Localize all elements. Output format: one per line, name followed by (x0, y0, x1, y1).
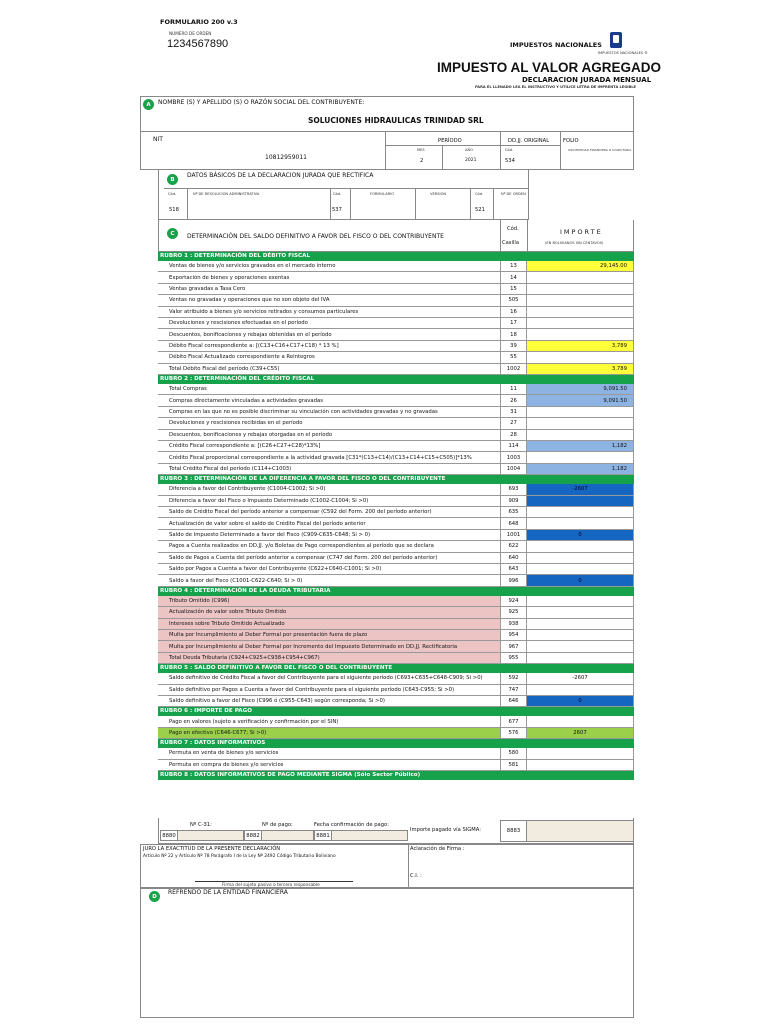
row-label: Pago en valores (sujeto a verificación y confirmación por el SIN) (169, 718, 339, 725)
row-code: 14 (500, 272, 527, 282)
row-label: Saldo de Impuesto Determinado a favor del Fisco (C909-C635-C648; Si > 0) (169, 531, 371, 538)
row-label: Actualización de valor sobre el saldo de Crédito Fiscal del período anterior (169, 520, 366, 527)
row-label: Actualización de valor sobre Tributo Omitido (169, 609, 287, 616)
row-label: Ventas no gravadas y operaciones que no son objeto del IVA (169, 297, 330, 304)
row-label: Devoluciones y rescisiones recibidas en el período (169, 420, 303, 427)
row-code: 592 (500, 673, 527, 683)
rect-cod2-value: 537 (332, 207, 342, 213)
rubro-row (158, 496, 634, 507)
row-amount-field[interactable] (527, 452, 634, 462)
cod-column-label: Cód. (507, 226, 519, 232)
row-amount-field[interactable] (527, 318, 634, 328)
folio-label: FOLIO (563, 138, 579, 144)
rubro-row (158, 760, 634, 771)
row-label: Total Compras (169, 386, 207, 393)
rect-version-label: VERSIÓN (430, 192, 447, 196)
month-label: MES (417, 148, 425, 152)
row-amount-field[interactable] (527, 653, 634, 663)
rubro-row (158, 452, 634, 463)
rubro-header: RUBRO 6 : IMPORTE DE PAGO (158, 707, 634, 716)
row-label: Ventas de bienes y/o servicios gravados en el mercado interno (169, 263, 336, 270)
sigma-fecha-label: Fecha confirmación de pago: (314, 822, 389, 828)
section-c-badge: C (167, 228, 178, 239)
row-label: Permuta en venta de bienes y/o servicios (169, 750, 279, 757)
rubro-row (158, 653, 634, 664)
row-code: 27 (500, 418, 527, 428)
sigma-fecha-code: 8881 (314, 830, 332, 841)
sigma-importe-label: Importe pagado vía SIGMA: (410, 827, 481, 833)
row-amount-field[interactable]: 3,789 (527, 364, 634, 374)
rubro-row (158, 716, 634, 727)
row-amount-field[interactable] (527, 541, 634, 551)
form-title: IMPUESTO AL VALOR AGREGADO (437, 60, 662, 75)
period-label: PERÍODO (438, 138, 462, 144)
agency-logo-icon (610, 32, 622, 48)
rubro-row (158, 284, 634, 295)
row-label: Saldo de Pagos a Cuenta del período anterior a compensar (C747 del Form. 200 del período anterior) (169, 554, 438, 561)
bank-endorsement-box (140, 888, 634, 1018)
row-code: 31 (500, 407, 527, 417)
section-a-badge: A (143, 99, 154, 110)
row-code: 26 (500, 395, 527, 405)
row-code: 925 (500, 607, 527, 617)
row-label: Saldo definitivo a favor del Fisco (C996 ó (C955-C643) según corresponda; Si >0) (169, 698, 385, 705)
row-amount-field[interactable] (527, 352, 634, 362)
row-label: Saldo definitivo de Crédito Fiscal a favor del Contribuyente para el siguiente período (C693+C635+C648-C909; Si >0) (169, 675, 483, 682)
row-code: 954 (500, 630, 527, 640)
row-label: Ventas gravadas a Tasa Cero (169, 285, 246, 292)
row-label: Compras en las que no es posible discriminar su vinculación con actividades gravadas y no gravadas (169, 408, 438, 415)
rubro-row (158, 575, 634, 586)
rubro-row (158, 696, 634, 707)
row-amount-field[interactable]: 9,091.50 (527, 384, 634, 394)
row-amount-field[interactable] (527, 553, 634, 563)
row-amount-field[interactable]: 1,182 (527, 464, 634, 474)
row-amount-field[interactable]: -2607 (527, 673, 634, 683)
row-label: Multa por Incumplimiento al Deber Formal por Incremento del Impuesto Determinado en DD.JJ. Rectificatoria (169, 643, 458, 650)
agency-name: IMPUESTOS NACIONALES (510, 41, 602, 49)
row-amount-field[interactable] (527, 507, 634, 517)
rubro-row (158, 530, 634, 541)
rect-form-label: FORMULARIO (370, 192, 395, 196)
rubro-row (158, 607, 634, 618)
row-code: 646 (500, 696, 527, 706)
row-amount-field[interactable] (527, 329, 634, 339)
row-amount-field[interactable] (527, 518, 634, 528)
signature-caption: Firma del sujeto pasivo o tercero responsable (222, 883, 320, 888)
rubro-row (158, 641, 634, 652)
row-amount-field[interactable] (527, 284, 634, 294)
sigma-pago-label: Nº de pago: (262, 822, 293, 828)
rubro-row (158, 748, 634, 759)
row-label: Saldo definitivo por Pagos a Cuenta a favor del Contribuyente para el siguiente período (C643-C955; Si >0) (169, 686, 455, 693)
ddjj-cod-value: 534 (505, 158, 515, 164)
rubro-header: RUBRO 4 : DETERMINACIÓN DE LA DEUDA TRIBUTARIA (158, 587, 634, 596)
taxpayer-name-label: NOMBRE (S) Y APELLIDO (S) O RAZÓN SOCIAL DEL CONTRIBUYENTE: (158, 99, 365, 106)
row-label: Saldo por Pagos a Cuenta a favor del Contribuyente (C622+C640-C1001; Si >0) (169, 566, 382, 573)
row-label: Pago en efectivo (C646-C677; Si >0) (169, 729, 267, 736)
row-amount-field[interactable] (527, 607, 634, 617)
importe-column-label: IMPORTE (560, 228, 603, 236)
row-label: Multa por Incumplimiento al Deber Formal por presentación fuera de plazo (169, 632, 368, 639)
row-label: Exportación de bienes y operaciones exentas (169, 274, 290, 281)
row-code: 640 (500, 553, 527, 563)
row-amount-field[interactable] (527, 418, 634, 428)
row-amount-field[interactable] (527, 685, 634, 695)
row-amount-field[interactable] (527, 496, 634, 506)
rubro-row (158, 329, 634, 340)
rect-cod3-value: 521 (475, 207, 485, 213)
row-amount-field[interactable]: 0 (527, 530, 634, 540)
row-code: 15 (500, 284, 527, 294)
sigma-c31-label: Nº C-31: (190, 822, 212, 828)
row-code: 580 (500, 748, 527, 758)
sigma-importe-input[interactable] (527, 820, 634, 842)
year-value[interactable]: 2021 (465, 158, 477, 163)
row-amount-field[interactable]: 2607 (527, 728, 634, 738)
rubro-header: RUBRO 7 : DATOS INFORMATIVOS (158, 739, 634, 748)
rubro-row (158, 430, 634, 441)
row-label: Permuta en compra de bienes y/o servicios (169, 761, 284, 768)
rubro-row (158, 261, 634, 272)
rect-resolution-label: Nº DE RESOLUCIÓN ADMINISTRATIVA (193, 192, 260, 196)
row-code: 909 (500, 496, 527, 506)
rubro-row (158, 295, 634, 306)
rubro-row (158, 728, 634, 739)
rubro-row (158, 630, 634, 641)
rubro-row (158, 441, 634, 452)
row-code: 1003 (500, 452, 527, 462)
row-amount-field[interactable]: 0 (527, 575, 634, 585)
row-label: Devoluciones y rescisiones efectuadas en el período (169, 320, 308, 327)
row-code: 967 (500, 641, 527, 651)
row-label: Total Deuda Tributaria (C924+C925+C938+C954+C967) (169, 654, 320, 661)
rubro-row (158, 307, 634, 318)
year-label: AÑO (465, 148, 473, 152)
row-code: 114 (500, 441, 527, 451)
row-label: Débito Fiscal correspondiente a: [(C13+C16+C17+C18) * 13 %] (169, 342, 339, 349)
row-code: 28 (500, 430, 527, 440)
row-code: 677 (500, 716, 527, 726)
row-amount-field[interactable] (527, 430, 634, 440)
rubro-header: RUBRO 1 : DETERMINACIÓN DEL DÉBITO FISCAL (158, 252, 634, 261)
rect-cod3-label: Cód. (475, 192, 484, 196)
order-number: 1234567890 (167, 38, 229, 50)
row-label: Compras directamente vinculadas a actividades gravadas (169, 397, 323, 404)
row-code: 747 (500, 685, 527, 695)
rubro-row (158, 596, 634, 607)
agency-sub-label: IMPUESTOS NACIONALES ® (598, 51, 648, 55)
row-code: 938 (500, 619, 527, 629)
sigma-fecha-input[interactable] (332, 830, 408, 841)
signature-clarification-label: Aclaración de Firma : (410, 846, 465, 852)
casilla-column-label: Casilla (502, 240, 520, 246)
row-code: 1002 (500, 364, 527, 374)
rubro-row (158, 619, 634, 630)
form-subtitle: DECLARACION JURADA MENSUAL (522, 76, 652, 84)
row-code: 924 (500, 596, 527, 606)
row-amount-field[interactable] (527, 716, 634, 726)
row-code: 39 (500, 341, 527, 351)
importe-column-sub: (EN BOLIVIANOS SIN CENTAVOS) (545, 241, 604, 245)
row-code: 576 (500, 728, 527, 738)
row-code: 16 (500, 307, 527, 317)
row-label: Débito Fiscal Actualizado correspondiente a Reintegros (169, 354, 315, 361)
month-value[interactable]: 2 (420, 158, 424, 164)
rubro-header: RUBRO 2 : DETERMINACIÓN DEL CRÉDITO FISCAL (158, 375, 634, 384)
row-code: 55 (500, 352, 527, 362)
rubro-header: RUBRO 3 : DETERMINACIÓN DE LA DIFERENCIA A FAVOR DEL FISCO O DEL CONTRIBUYENTE (158, 475, 634, 484)
rubro-row (158, 685, 634, 696)
row-amount-field[interactable]: 29,145.00 (527, 261, 634, 271)
rubro-row (158, 341, 634, 352)
rubro-row (158, 484, 634, 495)
row-amount-field[interactable] (527, 272, 634, 282)
section-b-badge: B (167, 174, 178, 185)
row-amount-field[interactable]: 0 (527, 696, 634, 706)
rubro-row (158, 564, 634, 575)
row-label: Descuentos, bonificaciones y rebajas otorgadas en el período (169, 431, 333, 438)
rubro-row (158, 464, 634, 475)
row-amount-field[interactable] (527, 564, 634, 574)
row-code: 643 (500, 564, 527, 574)
nit-value[interactable]: 10812959011 (265, 154, 307, 161)
rubro-row (158, 272, 634, 283)
rect-cod1-value: 518 (169, 207, 179, 213)
rubro-row (158, 407, 634, 418)
row-amount-field[interactable] (527, 748, 634, 758)
ddjj-cod-label: Cód. (505, 148, 514, 152)
row-code: 996 (500, 575, 527, 585)
row-label: Diferencia a favor del Fisco o Impuesto Determinado (C1002-C1004; Si >0) (169, 497, 369, 504)
section-d-badge: D (149, 891, 160, 902)
folio-note: USO ENTIDAD FINANCIERA O COLECTURIA (568, 148, 632, 152)
sigma-pago-code: 8882 (244, 830, 262, 841)
bank-endorsement-label: REFRENDO DE LA ENTIDAD FINANCIERA (168, 889, 288, 896)
row-amount-field[interactable] (527, 596, 634, 606)
rubro-row (158, 364, 634, 375)
sigma-importe-code: 8883 (500, 820, 527, 842)
section-b-title: DATOS BÁSICOS DE LA DECLARACION JURADA QUE RECTIFICA (187, 172, 374, 179)
rect-cod1-label: Cód. (168, 192, 177, 196)
row-code: 693 (500, 484, 527, 494)
row-amount-field[interactable]: 3,789 (527, 341, 634, 351)
nit-label: NIT (153, 136, 163, 143)
row-amount-field[interactable]: 9,091.50 (527, 395, 634, 405)
row-label: Crédito Fiscal correspondiente a: [(C26+C27+C28)*13%] (169, 443, 321, 450)
ddjj-original-label: DD.JJ. ORIGINAL (508, 138, 550, 144)
rubro-row (158, 541, 634, 552)
oath-text: JURO LA EXACTITUD DE LA PRESENTE DECLARACIÓN (143, 846, 281, 852)
row-code: 1001 (500, 530, 527, 540)
row-code: 17 (500, 318, 527, 328)
instructions-note: PARA EL LLENADO LEA EL INSTRUCTIVO Y UTILICE LETRA DE IMPRENTA LEGIBLE (475, 85, 636, 89)
rect-order-label: Nº DE ORDEN (501, 192, 526, 196)
row-amount-field[interactable] (527, 407, 634, 417)
row-code: 505 (500, 295, 527, 305)
taxpayer-name[interactable]: SOLUCIONES HIDRAULICAS TRINIDAD SRL (308, 116, 484, 125)
row-label: Valor atribuido a bienes y/o servicios retirados y consumos particulares (169, 308, 359, 315)
rubro-header: RUBRO 8 : DATOS INFORMATIVOS DE PAGO MEDIANTE SIGMA (Sólo Sector Público) (158, 771, 634, 780)
row-amount-field[interactable]: -2607 (527, 484, 634, 494)
row-code: 955 (500, 653, 527, 663)
row-label: Total Crédito Fiscal del período (C114+C1003) (169, 465, 292, 472)
order-number-label: NUMERO DE ORDEN (169, 31, 212, 36)
row-amount-field[interactable] (527, 760, 634, 770)
legal-text: Artículo Nº 22 y Artículo Nº 78 Parágrafo I de la Ley Nº 2492 Código Tributario Boliviano (143, 854, 336, 859)
sigma-c31-input[interactable] (178, 830, 244, 841)
row-label: Total Débito Fiscal del período (C39+C55) (169, 365, 280, 372)
rubro-row (158, 418, 634, 429)
row-amount-field[interactable]: 1,182 (527, 441, 634, 451)
row-label: Diferencia a favor del Contribuyente (C1004-C1002; Si >0) (169, 486, 326, 493)
row-label: Crédito Fiscal proporcional correspondiente a la actividad gravada [C31*(C13+C14)/(C13+C14+C15+C505)]*13% (169, 454, 472, 461)
rubro-row (158, 518, 634, 529)
ci-label: C.I. : (410, 873, 422, 879)
rubro-row (158, 673, 634, 684)
section-c-title: DETERMINACIÓN DEL SALDO DEFINITIVO A FAVOR DEL FISCO O DEL CONTRIBUYENTE (187, 233, 444, 240)
row-label: Intereses sobre Tributo Omitido Actualizado (169, 620, 285, 627)
rect-cod2-label: Cód. (333, 192, 342, 196)
row-code: 622 (500, 541, 527, 551)
rubro-header: RUBRO 5 : SALDO DEFINITIVO A FAVOR DEL FISCO O DEL CONTRIBUYENTE (158, 664, 634, 673)
rubro-row (158, 384, 634, 395)
row-label: Tributo Omitido (C996) (169, 597, 230, 604)
row-amount-field[interactable] (527, 307, 634, 317)
row-code: 581 (500, 760, 527, 770)
rubro-row (158, 553, 634, 564)
row-code: 1004 (500, 464, 527, 474)
rubro-row (158, 507, 634, 518)
row-code: 18 (500, 329, 527, 339)
row-label: Pagos a Cuenta realizados en DD.JJ. y/o Boletas de Pago correspondientes al período que se declara (169, 543, 434, 550)
row-code: 11 (500, 384, 527, 394)
row-label: Saldo de Crédito Fiscal del período anterior a compensar (C592 del Form. 200 del período anterior) (169, 509, 432, 516)
rubro-row (158, 318, 634, 329)
form-label: FORMULARIO 200 v.3 (160, 18, 238, 26)
row-amount-field[interactable] (527, 641, 634, 651)
sigma-pago-input[interactable] (262, 830, 314, 841)
rubro-row (158, 395, 634, 406)
row-code: 13 (500, 261, 527, 271)
sigma-c31-code: 8880 (160, 830, 178, 841)
row-label: Saldo a favor del Fisco (C1001-C622-C640; Si > 0) (169, 577, 303, 584)
row-amount-field[interactable] (527, 619, 634, 629)
row-label: Descuentos, bonificaciones y rebajas obtenidas en el período (169, 331, 332, 338)
rubro-row (158, 352, 634, 363)
row-code: 648 (500, 518, 527, 528)
row-amount-field[interactable] (527, 295, 634, 305)
row-amount-field[interactable] (527, 630, 634, 640)
row-code: 635 (500, 507, 527, 517)
